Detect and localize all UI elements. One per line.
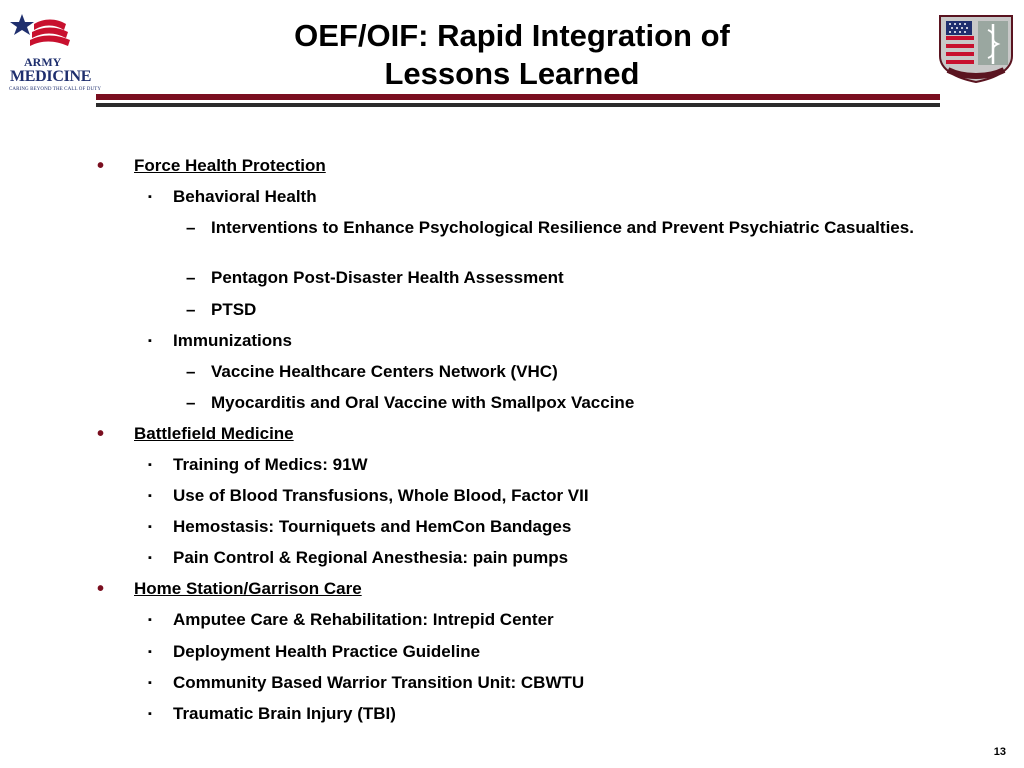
item-amputee-care: Amputee Care & Rehabilitation: Intrepid Center bbox=[173, 610, 554, 629]
bullet-l3: – bbox=[186, 362, 196, 381]
bullet-l2: ▪ bbox=[148, 677, 152, 689]
bullet-l3: – bbox=[186, 393, 196, 412]
bullet-l2: ▪ bbox=[148, 459, 152, 471]
bullet-l1: • bbox=[97, 155, 105, 177]
bullet-l2: ▪ bbox=[148, 708, 152, 720]
item-training-of-medics: Training of Medics: 91W bbox=[173, 455, 368, 474]
item-tbi: Traumatic Brain Injury (TBI) bbox=[173, 704, 396, 723]
bullet-l2: ▪ bbox=[148, 335, 152, 347]
item-hemostasis: Hemostasis: Tourniquets and HemCon Bandages bbox=[173, 517, 572, 536]
bullet-l2: ▪ bbox=[148, 552, 152, 564]
bullet-l3: – bbox=[186, 218, 196, 237]
slide-title-line-2: Lessons Learned bbox=[384, 56, 640, 91]
logo-word-medicine: MEDICINE bbox=[10, 68, 92, 85]
bullet-l2: ▪ bbox=[148, 646, 152, 658]
page-number: 13 bbox=[993, 746, 1006, 758]
item-deployment-health: Deployment Health Practice Guideline bbox=[173, 642, 481, 661]
section-heading-force-health-protection: Force Health Protection bbox=[134, 156, 326, 175]
item-cbwtu: Community Based Warrior Transition Unit: CBWTU bbox=[173, 673, 585, 692]
item-myocarditis: Myocarditis and Oral Vaccine with Smallpox Vaccine bbox=[211, 393, 635, 412]
bullet-l2: ▪ bbox=[148, 521, 152, 533]
item-post-disaster-assessment: Pentagon Post-Disaster Health Assessment bbox=[211, 268, 564, 287]
item-vaccine-healthcare-centers: Vaccine Healthcare Centers Network (VHC) bbox=[211, 362, 558, 381]
item-behavioral-health: Behavioral Health bbox=[173, 187, 317, 206]
item-immunizations: Immunizations bbox=[173, 331, 293, 350]
item-psychological-resilience: Interventions to Enhance Psychological Resilience and Prevent Psychiatric Casualties. bbox=[211, 218, 914, 237]
slide-title-line-1: OEF/OIF: Rapid Integration of bbox=[294, 18, 730, 53]
bullet-l3: – bbox=[186, 300, 196, 319]
item-pain-control: Pain Control & Regional Anesthesia: pain pumps bbox=[173, 548, 569, 567]
logo-tagline: CARING BEYOND THE CALL OF DUTY bbox=[9, 87, 102, 92]
section-heading-home-station-care: Home Station/Garrison Care bbox=[134, 579, 362, 598]
section-heading-battlefield-medicine: Battlefield Medicine bbox=[134, 424, 294, 443]
bullet-l2: ▪ bbox=[148, 490, 152, 502]
logo-word-army: ARMY bbox=[24, 55, 62, 69]
bullet-l1: • bbox=[97, 423, 105, 445]
item-ptsd: PTSD bbox=[211, 300, 257, 319]
bullet-l3: – bbox=[186, 268, 196, 287]
item-blood-transfusions: Use of Blood Transfusions, Whole Blood, Factor VII bbox=[173, 486, 589, 505]
bullet-l2: ▪ bbox=[148, 614, 152, 626]
bullet-l2: ▪ bbox=[148, 191, 152, 203]
bullet-l1: • bbox=[97, 578, 105, 600]
